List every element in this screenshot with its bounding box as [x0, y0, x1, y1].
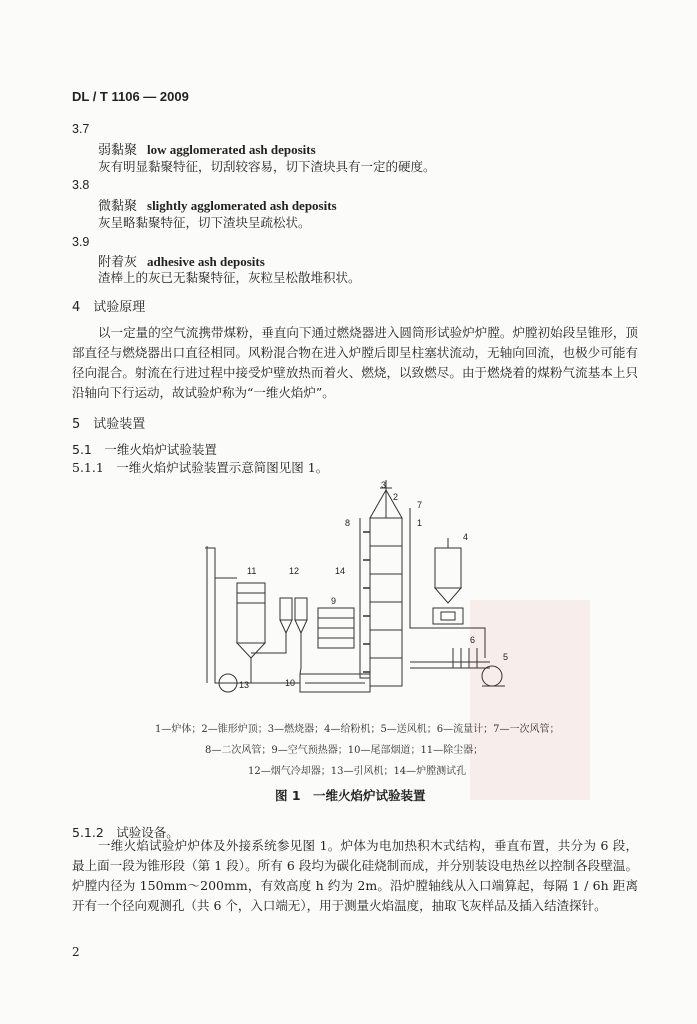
label-11: 12	[289, 566, 300, 576]
section-body: 一维火焰试验炉炉体及外接系统参见图 1。炉体为电加热积木式结构，垂直布置，共分为 6 段，最上面一段为锥形段（第 1 段）。所有 6 段均为碳化硅烧制而成，并分别装设电热丝以控制各段壁温。炉膛内径为 150mm～200mm，有效高度 h 约为 2m。沿炉膛轴线从入口端算起，每隔 1 / 6h 距离开有一个径向观测孔（共 6 个，入口端无），用于测量火焰温度，抽取飞灰样品及插入结渣探针。	[72, 838, 638, 913]
term-definition: 灰呈略黏聚特征，切下渣块呈疏松状。	[98, 215, 311, 230]
label-9: 9	[331, 596, 337, 606]
page-number: 2	[72, 945, 80, 959]
label-1: 1	[417, 518, 423, 528]
term-heading	[98, 139, 316, 158]
term-zh: 弱黏聚	[98, 143, 138, 158]
term-number: 3.9	[72, 235, 90, 249]
furnace-diagram	[185, 478, 525, 703]
label-10: 10	[285, 678, 296, 688]
term-zh: 微黏聚	[98, 199, 138, 214]
label-8: 8	[345, 518, 351, 528]
figure-legend-line: 12—烟气冷却器；13—引风机；14—炉膛测试孔	[248, 766, 467, 777]
term-number: 3.7	[72, 122, 90, 136]
section-body: 以一定量的空气流携带煤粉，垂直向下通过燃烧器进入圆筒形试验炉炉膛。炉膛初始段呈锥形，顶部直径与燃烧器出口直径相同。风粉混合物在进入炉膛后即呈柱塞状流动，无轴向回流，也极少可能有径向混合。射流在行进过程中接受炉壁放热而着火、燃烧，以致燃尽。由于燃烧着的煤粉气流基本上只沿轴向下行运动，故试验炉称为“一维火焰炉”。	[72, 325, 638, 400]
label-5: 5	[503, 652, 509, 662]
term-heading	[98, 195, 337, 214]
term-definition: 灰有明显黏聚特征，切刮较容易，切下渣块具有一定的硬度。	[98, 159, 436, 174]
label-12: 11	[247, 566, 257, 576]
term-en: slightly agglomerated ash deposits	[147, 198, 337, 213]
label-14: 14	[335, 566, 346, 576]
subsection-heading: 5.1 一维火焰炉试验装置	[72, 442, 217, 457]
term-zh: 附着灰	[98, 255, 138, 270]
term-en: adhesive ash deposits	[147, 254, 265, 269]
label-4: 4	[463, 532, 469, 542]
label-3: 3	[381, 480, 387, 490]
figure-legend-line: 1—炉体；2—锥形炉顶；3—燃烧器；4—给粉机；5—送风机；6—流量计；7—一次风管；	[155, 724, 560, 735]
term-definition: 渣棒上的灰已无黏聚特征，灰粒呈松散堆积状。	[98, 270, 361, 285]
subsection-heading: 5.1.2 试验设备。	[72, 825, 179, 840]
label-6: 6	[470, 635, 476, 645]
section-heading: 4 试验原理	[72, 300, 146, 315]
term-en: low agglomerated ash deposits	[147, 142, 316, 157]
standard-code-header: DL / T 1106 — 2009	[72, 89, 189, 104]
label-7: 7	[417, 500, 423, 510]
section-heading: 5 试验装置	[72, 417, 146, 432]
figure-title: 图 1 一维火焰炉试验装置	[275, 788, 426, 803]
subsection-text: 5.1.1 一维火焰炉试验装置示意简图见图 1。	[72, 460, 329, 475]
label-2: 2	[393, 492, 399, 502]
term-number: 3.8	[72, 178, 90, 192]
label-13: 13	[239, 680, 250, 690]
figure-legend-line: 8—二次风管；9—空气预热器；10—尾部烟道；11—除尘器；	[205, 745, 484, 756]
